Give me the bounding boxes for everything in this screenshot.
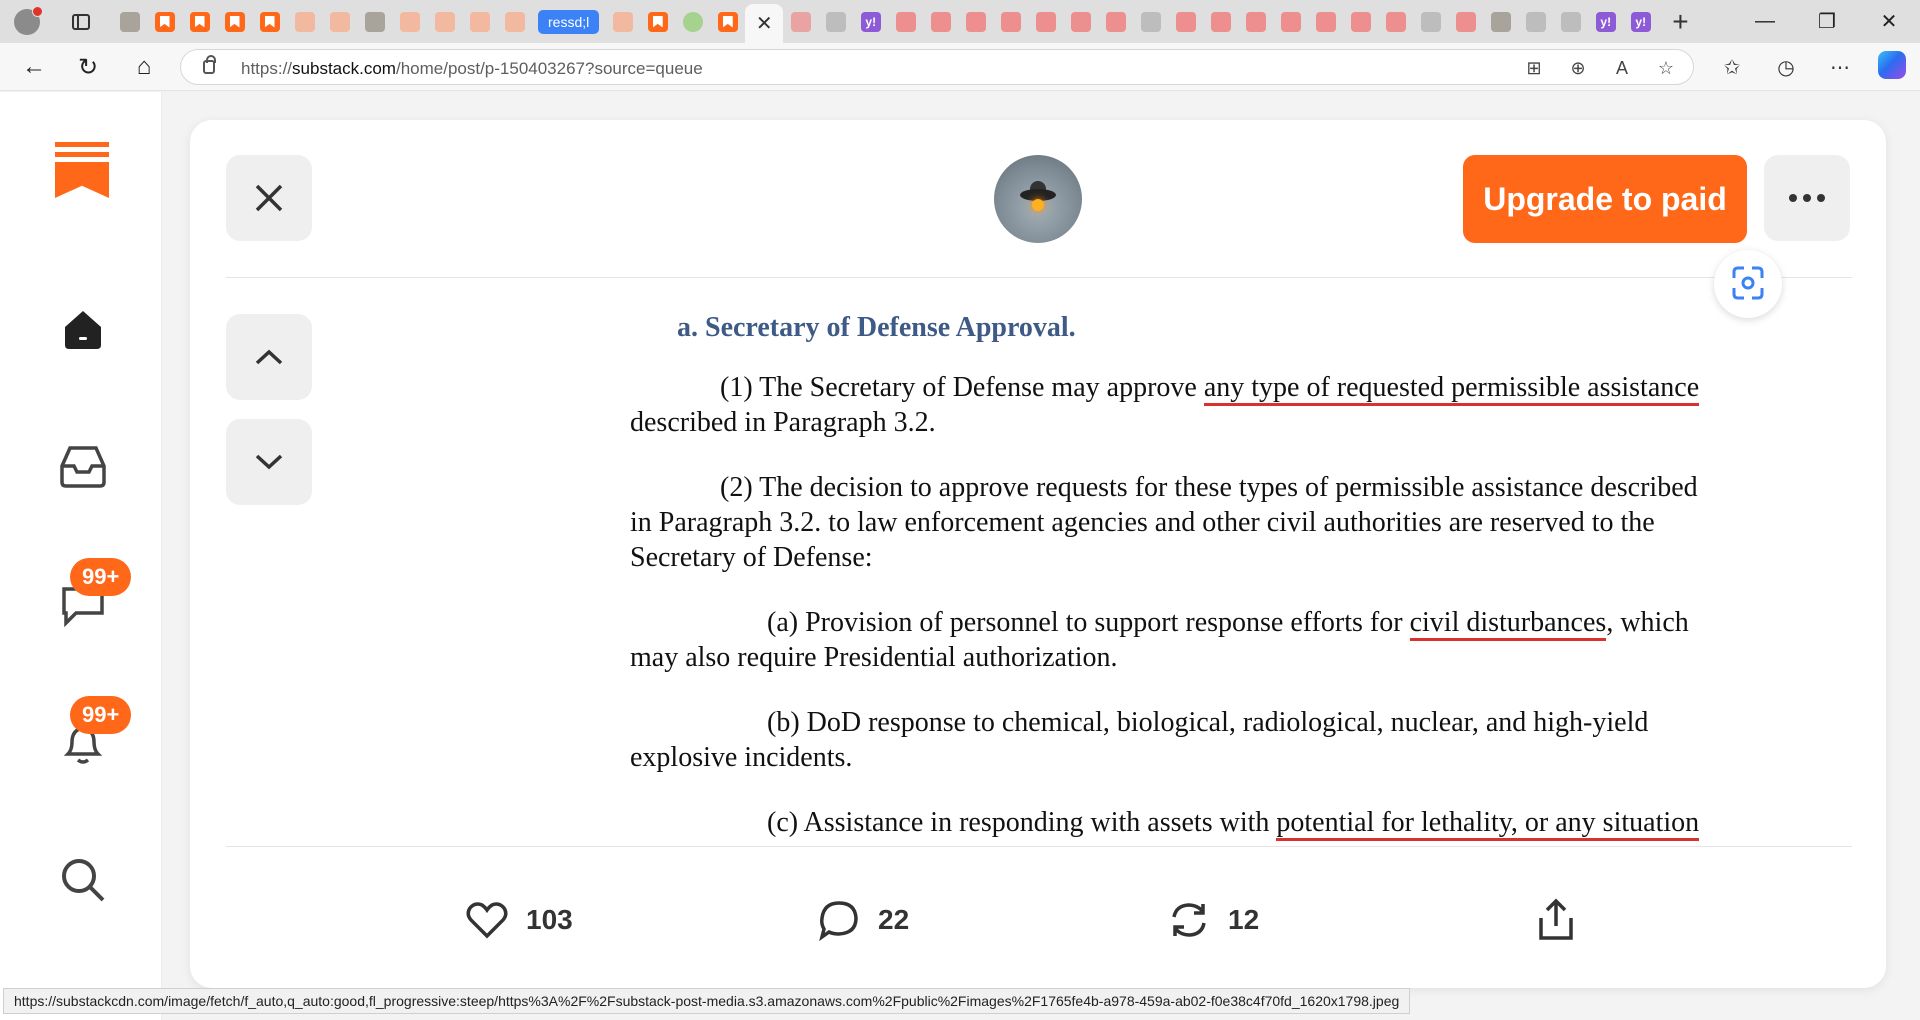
browser-tab[interactable] xyxy=(287,0,322,43)
browser-tab[interactable] xyxy=(252,0,287,43)
status-bar-url: https://substackcdn.com/image/fetch/f_auto,q_auto:good,fl_progressive:steep/https%3A%2F%2Fsubstack-post-media.s3.amazonaws.com%2Fpublic%2Fimages%2F1765fe4b-a978-459a-ab02-f0e38c4f70fd_1620x1798.jpeg xyxy=(3,988,1410,1014)
browser-tab[interactable] xyxy=(1238,0,1273,43)
browser-tab[interactable]: y! xyxy=(1623,0,1658,43)
browser-tab[interactable] xyxy=(993,0,1028,43)
copilot-icon[interactable] xyxy=(1878,51,1906,79)
address-bar[interactable] xyxy=(180,49,1694,85)
chevron-up-icon xyxy=(254,347,284,367)
scroll-up-button[interactable] xyxy=(226,314,312,400)
post-image[interactable] xyxy=(440,278,1700,838)
browser-toolbar xyxy=(0,43,1920,91)
browser-tab[interactable] xyxy=(1168,0,1203,43)
tab-actions-icon[interactable] xyxy=(72,14,90,30)
document-text: (1) The Secretary of Defense may approve any type of requested permissible assistance xyxy=(720,370,1699,405)
browser-tab[interactable] xyxy=(217,0,252,43)
lens-icon xyxy=(1714,250,1782,318)
side-nav xyxy=(0,92,162,1020)
url-text[interactable]: https://substack.com/home/post/p-150403267?source=queue xyxy=(241,59,703,78)
comment-count: 22 xyxy=(878,904,910,935)
browser-tab[interactable] xyxy=(818,0,853,43)
more-icon[interactable]: ⋯ xyxy=(1830,56,1850,79)
browser-tab[interactable] xyxy=(1203,0,1238,43)
browser-tab[interactable] xyxy=(1133,0,1168,43)
browser-tab[interactable] xyxy=(1028,0,1063,43)
favorite-icon[interactable]: ☆ xyxy=(1657,57,1675,78)
browser-tab[interactable] xyxy=(392,0,427,43)
inbox-icon[interactable] xyxy=(58,440,108,490)
more-horizontal-icon xyxy=(1788,193,1826,203)
like-button[interactable] xyxy=(466,880,573,960)
share-button[interactable] xyxy=(1536,880,1576,960)
browser-tab[interactable] xyxy=(427,0,462,43)
browser-tab[interactable] xyxy=(605,0,640,43)
close-icon xyxy=(252,181,286,215)
more-button[interactable] xyxy=(1764,155,1850,241)
document-text: Secretary of Defense: xyxy=(630,542,873,573)
browser-tab[interactable] xyxy=(1448,0,1483,43)
comment-button[interactable] xyxy=(818,880,909,960)
upgrade-button[interactable]: Upgrade to paid xyxy=(1463,155,1747,243)
document-heading: a. Secretary of Defense Approval. xyxy=(677,312,1076,343)
browser-tab[interactable] xyxy=(462,0,497,43)
browser-tab[interactable] xyxy=(357,0,392,43)
browser-tab[interactable] xyxy=(497,0,532,43)
app-icon[interactable]: ⊞ xyxy=(1526,57,1542,78)
document-text: in Paragraph 3.2. to law enforcement agencies and other civil authorities are reserved to the xyxy=(630,507,1655,538)
restack-icon xyxy=(1168,899,1210,941)
browser-tab[interactable] xyxy=(112,0,147,43)
new-tab-icon[interactable]: + xyxy=(1672,5,1689,37)
home-nav-icon[interactable] xyxy=(58,304,108,354)
browser-tab[interactable] xyxy=(958,0,993,43)
avatar[interactable] xyxy=(994,155,1082,243)
close-button[interactable] xyxy=(226,155,312,241)
heart-icon xyxy=(466,901,508,939)
browser-tab[interactable] xyxy=(783,0,818,43)
zoom-icon[interactable]: ⊕ xyxy=(1570,57,1586,78)
activity-badge: 99+ xyxy=(70,696,131,734)
browser-tab[interactable] xyxy=(1553,0,1588,43)
browser-tab[interactable] xyxy=(322,0,357,43)
document-text: (c) Assistance in responding with assets with potential for lethality, or any situation xyxy=(767,805,1699,840)
document-text: may also require Presidential authorization. xyxy=(630,642,1118,673)
search-icon[interactable] xyxy=(58,855,108,905)
browser-tab[interactable] xyxy=(182,0,217,43)
browser-tab[interactable] xyxy=(640,0,675,43)
history-icon[interactable]: ◷ xyxy=(1777,56,1795,79)
substack-logo[interactable] xyxy=(55,142,109,198)
divider xyxy=(226,846,1852,847)
back-icon[interactable]: ← xyxy=(22,53,46,80)
restack-count: 12 xyxy=(1228,904,1260,935)
lens-button[interactable] xyxy=(1714,250,1782,318)
browser-tab[interactable] xyxy=(147,0,182,43)
post-actions xyxy=(190,880,1886,960)
browser-tab[interactable] xyxy=(1063,0,1098,43)
window-controls xyxy=(1734,0,1920,43)
browser-tab[interactable] xyxy=(710,0,745,43)
browser-tab[interactable]: y! xyxy=(1588,0,1623,43)
active-tab-close-icon[interactable]: ✕ xyxy=(745,4,783,43)
chevron-down-icon xyxy=(254,452,284,472)
profile-icon[interactable] xyxy=(14,9,40,35)
tab-strip xyxy=(0,0,1920,43)
browser-tab[interactable] xyxy=(1308,0,1343,43)
browser-tab[interactable]: y! xyxy=(853,0,888,43)
favorites-icon[interactable]: ✩ xyxy=(1723,56,1741,79)
browser-tab[interactable] xyxy=(1098,0,1133,43)
document-text: (2) The decision to approve requests for these types of permissible assistance described xyxy=(720,472,1698,503)
document-text: (b) DoD response to chemical, biological, radiological, nuclear, and high-yield xyxy=(767,707,1649,738)
scroll-down-button[interactable] xyxy=(226,419,312,505)
restore-icon[interactable]: ❐ xyxy=(1818,11,1836,33)
browser-tab[interactable] xyxy=(888,0,923,43)
browser-tab[interactable] xyxy=(1378,0,1413,43)
like-count: 103 xyxy=(526,904,573,935)
browser-tab[interactable] xyxy=(1343,0,1378,43)
window-close-icon[interactable]: ✕ xyxy=(1880,11,1898,33)
browser-tab[interactable] xyxy=(923,0,958,43)
read-aloud-icon[interactable]: A xyxy=(1615,57,1628,78)
document-text: explosive incidents. xyxy=(630,742,853,773)
share-icon xyxy=(1536,898,1576,942)
minimize-icon[interactable]: — xyxy=(1755,10,1775,32)
chat-badge: 99+ xyxy=(70,558,131,596)
browser-tab[interactable] xyxy=(1413,0,1448,43)
browser-tab[interactable] xyxy=(1483,0,1518,43)
pill-tab[interactable]: ressd;l xyxy=(538,10,599,34)
browser-tab[interactable] xyxy=(675,0,710,43)
browser-tab[interactable] xyxy=(1273,0,1308,43)
lock-icon[interactable] xyxy=(203,60,215,74)
home-icon[interactable]: ⌂ xyxy=(136,53,152,80)
tab-row xyxy=(112,0,1689,43)
document-text: described in Paragraph 3.2. xyxy=(630,407,936,438)
browser-tab[interactable] xyxy=(1518,0,1553,43)
comment-icon xyxy=(818,899,860,941)
document-text: (a) Provision of personnel to support response efforts for civil disturbances, which xyxy=(767,605,1689,640)
post-modal xyxy=(190,120,1886,988)
refresh-icon[interactable]: ↻ xyxy=(77,53,99,81)
restack-button[interactable] xyxy=(1168,880,1259,960)
